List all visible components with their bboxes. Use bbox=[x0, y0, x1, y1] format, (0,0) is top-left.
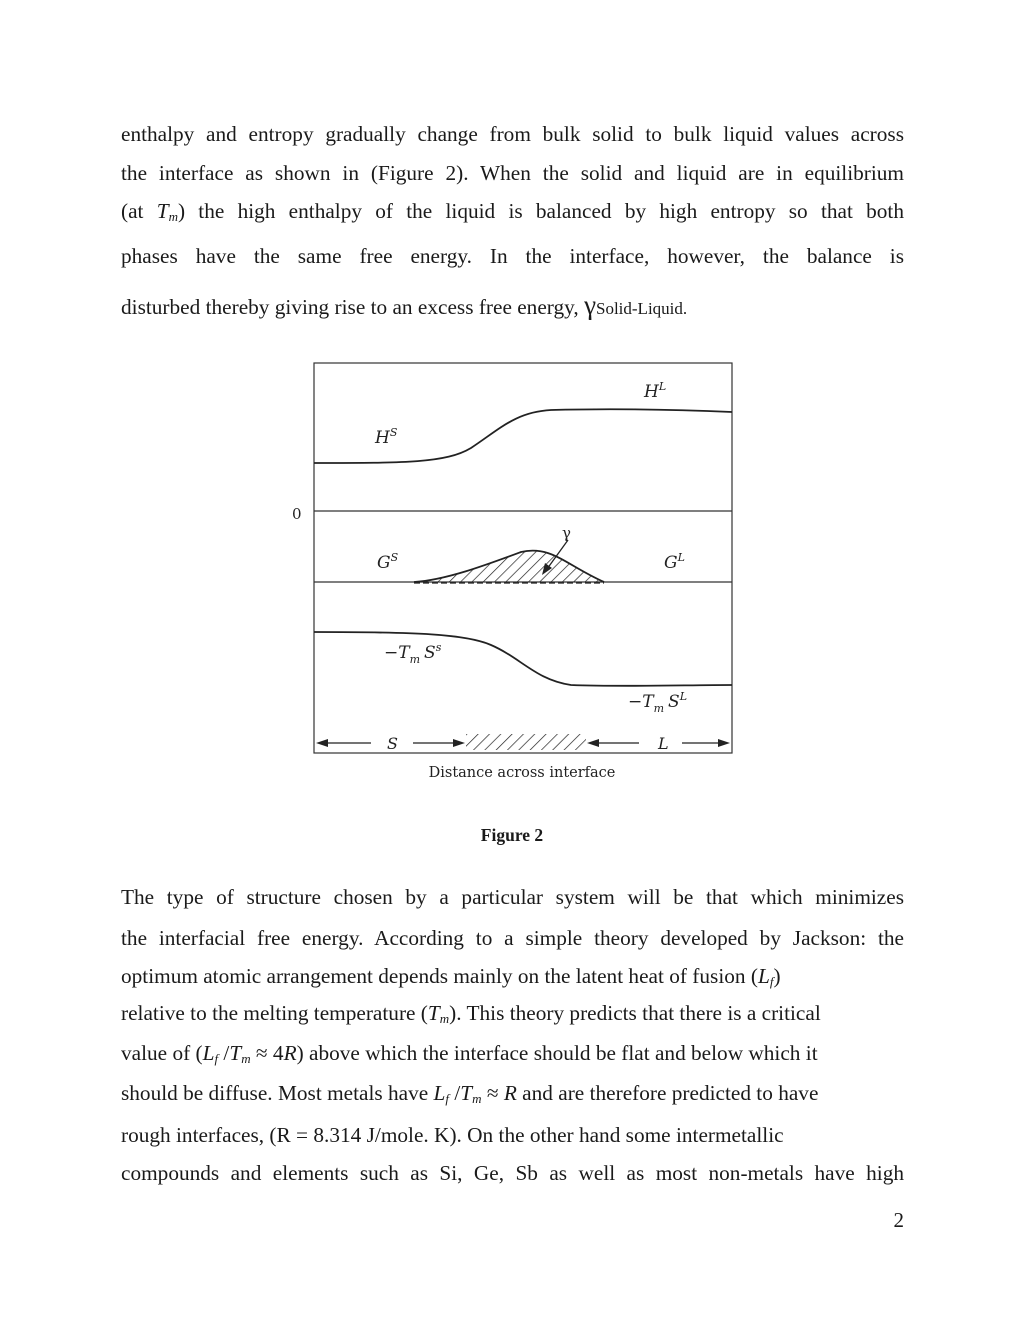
label-zero: 0 bbox=[292, 505, 302, 523]
gamma-symbol: γ bbox=[584, 290, 596, 320]
interface-hatch bbox=[466, 734, 586, 750]
region-L-label: L bbox=[658, 734, 669, 753]
p2-line-4: relative to the melting temperature $(T_m)$. This theory predicts that there is a critical bbox=[121, 1001, 821, 1026]
p2-line-8: compounds and elements such as Si, Ge, Sb as well as most non-metals have high bbox=[121, 1161, 904, 1185]
p2-line-1: The type of structure chosen by a particular system will be that which minimizes bbox=[121, 885, 904, 909]
label-gamma: γ bbox=[562, 524, 571, 542]
label-TmSs: $-T_m$ $S^s$ bbox=[384, 641, 442, 666]
figure-caption: Figure 2 bbox=[480, 825, 544, 845]
label-GL: $G^L$ bbox=[664, 551, 685, 573]
gamma-subscript: Solid-Liquid. bbox=[596, 299, 688, 318]
p1-line-1: enthalpy and entropy gradually change from bulk solid to bulk liquid values across bbox=[121, 122, 904, 146]
entropy-curve bbox=[314, 632, 732, 686]
label-HS: $H^S$ bbox=[375, 426, 398, 448]
p1-line-3: (at $T_m$) the high enthalpy of the liquid is balanced by high entropy so that both bbox=[121, 199, 904, 224]
region-S-label: S bbox=[387, 734, 398, 753]
p2-line-5: value of ($L_f$ $/T_m \approx 4R$) above which the interface should be flat and below which it bbox=[121, 1041, 818, 1066]
label-GS: $G^S$ bbox=[377, 551, 399, 573]
p1-line-2: the interface as shown in (Figure 2). When the solid and liquid are in equilibrium bbox=[121, 161, 904, 185]
p2-line-6: should be diffuse. Most metals have $L_f$ $/T_m \approx R$ and are therefore predicted to have bbox=[121, 1081, 819, 1106]
p2-line-3: optimum atomic arrangement depends mainly on the latent heat of fusion $(L_f)$ bbox=[121, 964, 781, 989]
p2-line-7: rough interfaces, (R = 8.314 J/mole. K). On the other hand some intermetallic bbox=[121, 1123, 784, 1147]
page-number: 2 bbox=[893, 1208, 904, 1232]
p2-line-2: the interfacial free energy. According to a simple theory developed by Jackson: the bbox=[121, 926, 904, 950]
figure-2 bbox=[286, 360, 738, 785]
x-axis-label: Distance across interface bbox=[428, 765, 616, 781]
p1-line-4: phases have the same free energy. In the interface, however, the balance is bbox=[121, 244, 904, 268]
label-HL: $H^L$ bbox=[644, 380, 667, 402]
label-TmSL: $-T_m$ $S^L$ bbox=[628, 690, 687, 715]
p1-line-5: disturbed thereby giving rise to an excess free energy, γSolid-Liquid. bbox=[121, 290, 688, 320]
